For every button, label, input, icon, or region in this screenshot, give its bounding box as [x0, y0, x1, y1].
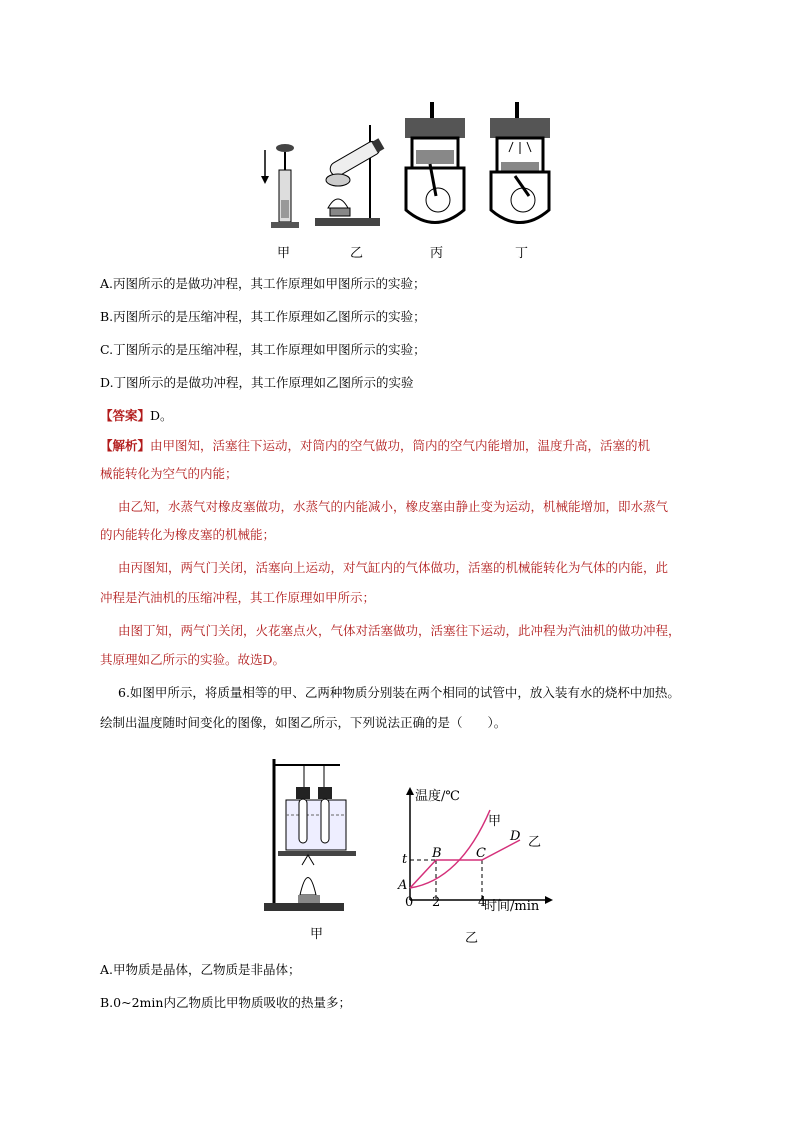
analysis-line-2: 械能转化为空气的内能；	[100, 466, 238, 481]
curve-label-yi: 乙	[528, 835, 542, 850]
engine-power-diagram	[485, 100, 555, 235]
analysis-line-3: 由乙知，水蒸气对橡皮塞做功，水蒸气的内能减小，橡皮塞由静止变为运动，机械能增加，即水蒸气	[118, 499, 669, 514]
q6-option-b: B.0~2min内乙物质比甲物质吸收的热量多；	[100, 995, 351, 1010]
analysis-text-1: 由甲图知，活塞往下运动，对筒内的空气做功，筒内的空气内能增加，温度升高，活塞的机	[150, 438, 651, 453]
figure-label-jia: 甲	[277, 246, 291, 261]
graph-xlabel: 时间/min	[484, 899, 540, 914]
option-b: B.丙图所示的是压缩冲程，其工作原理如乙图所示的实验；	[100, 309, 426, 324]
option-a: A.丙图所示的是做功冲程，其工作原理如甲图所示的实验；	[100, 276, 426, 291]
question6-line-2: 绘制出温度随时间变化的图像，如图乙所示，下列说法正确的是（ ）。	[100, 715, 507, 730]
engine-compression-diagram	[400, 100, 470, 235]
figure-label-ding: 丁	[515, 246, 529, 261]
analysis-tag: 【解析】	[100, 438, 151, 453]
answer-tag: 【答案】	[100, 408, 151, 423]
option-d: D.丁图所示的是做功冲程，其工作原理如乙图所示的实验	[100, 375, 414, 390]
graph-xtick-2: 2	[432, 895, 441, 910]
graph-ylabel: 温度/℃	[415, 789, 460, 804]
graph-origin: 0	[405, 895, 414, 910]
analysis-line-7: 由图丁知，两气门关闭，火花塞点火，气体对活塞做功，活塞往下运动，此冲程为汽油机的做功冲程，	[118, 623, 681, 638]
figure2-label-jia: 甲	[310, 927, 324, 942]
point-c: C	[476, 846, 486, 861]
analysis-line-6: 冲程是汽油机的压缩冲程，其工作原理如甲所示；	[100, 590, 376, 605]
point-b: B	[432, 846, 442, 861]
option-c: C.丁图所示的是压缩冲程，其工作原理如甲图所示的实验；	[100, 342, 426, 357]
question6-line-1: 6.如图甲所示，将质量相等的甲、乙两种物质分别装在两个相同的试管中，放入装有水的烧杯中加热。	[118, 685, 680, 700]
compression-syringe-diagram	[255, 140, 305, 235]
graph-xtick-4: 4	[478, 895, 487, 910]
point-d: D	[510, 829, 521, 844]
figure-label-bing: 丙	[430, 246, 444, 261]
analysis-line-5: 由丙图知，两气门关闭，活塞向上运动，对气缸内的气体做功，活塞的机械能转化为气体的内能，此	[118, 560, 669, 575]
answer-line	[100, 406, 173, 426]
figure2-label-yi: 乙	[465, 931, 479, 946]
curve-label-jia: 甲	[488, 814, 502, 829]
figure-label-yi: 乙	[350, 246, 364, 261]
answer-value: D。	[150, 408, 173, 423]
figure-apparatus-row	[255, 100, 555, 260]
analysis-line-4: 的内能转化为橡皮塞的机械能；	[100, 527, 276, 542]
analysis-line-8: 其原理如乙所示的实验。故选D。	[100, 652, 286, 667]
water-bath-apparatus	[260, 755, 360, 915]
point-a: A	[398, 878, 408, 893]
graph-ytick-t: t	[402, 852, 408, 867]
test-tube-heating-diagram	[310, 120, 390, 235]
figure-heating-graph	[260, 755, 560, 945]
q6-option-a: A.甲物质是晶体，乙物质是非晶体；	[100, 962, 301, 977]
analysis-line-1	[100, 436, 650, 456]
